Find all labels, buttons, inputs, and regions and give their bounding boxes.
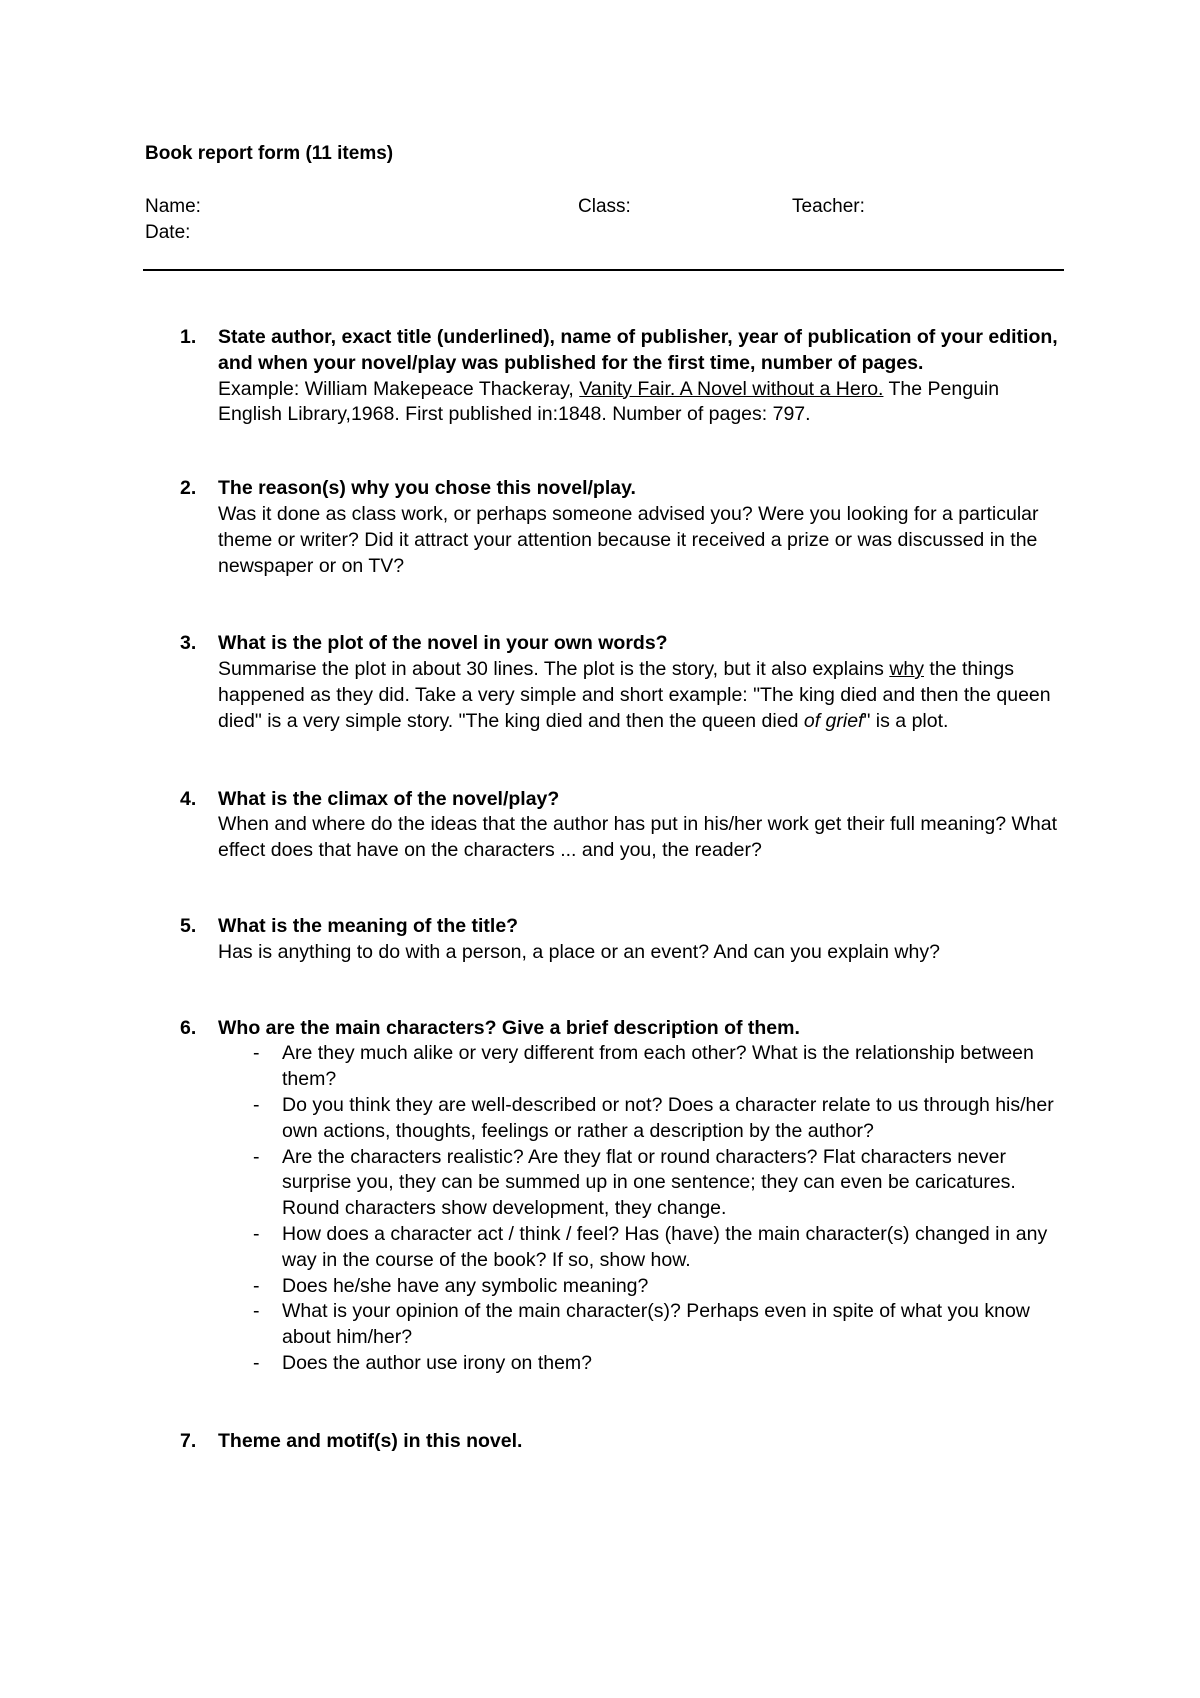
list-item-text: Does he/she have any symbolic meaning? <box>282 1274 649 1297</box>
question-item-7 <box>145 1429 1065 1455</box>
dash-bullet: - <box>253 1042 260 1065</box>
list-item-text: Does the author use irony on them? <box>282 1351 593 1374</box>
question-item-2 <box>145 476 1065 579</box>
date-label: Date: <box>145 222 191 243</box>
question-heading: The reason(s) why you chose this novel/play. <box>218 477 636 500</box>
list-item <box>218 1222 1065 1274</box>
list-item-text: What is your opinion of the main character(s)? Perhaps even in spite of what you know about him/her? <box>282 1300 1030 1349</box>
example-text: Example: William Makepeace Thackeray, <box>218 377 580 400</box>
dash-bullet: - <box>253 1145 260 1168</box>
dash-bullet: - <box>253 1274 260 1297</box>
question-heading: State author, exact title (underlined), name of publisher, year of publication of your edition, and when your novel/play was published for the first time, number of pages. <box>218 326 1058 374</box>
sub-question-list <box>218 1041 1065 1376</box>
question-item-4 <box>145 787 1065 864</box>
list-item-text: How does a character act / think / feel? Has (have) the main character(s) changed in any way in the course of the book? If so, show how. <box>282 1222 1048 1271</box>
description-text: the things happened as they did. Take a very simple and short example: "The king died and then the queen died" is a very simple story. "The king died and then the queen died <box>218 658 1051 732</box>
form-title: Book report form (11 items) <box>145 143 394 164</box>
question-item-5 <box>145 914 1065 966</box>
list-item-text: Do you think they are well-described or not? Does a character relate to us through his/her own actions, thoughts, feelings or rather a description by the author? <box>282 1093 1054 1142</box>
teacher-label: Teacher: <box>792 196 865 217</box>
item-number: 7. <box>180 1429 197 1452</box>
dash-bullet: - <box>253 1351 260 1374</box>
question-item-3 <box>145 631 1065 734</box>
question-example <box>218 377 1065 429</box>
list-item <box>218 1351 1065 1377</box>
dash-bullet: - <box>253 1300 260 1323</box>
list-item <box>218 1274 1065 1300</box>
item-number: 1. <box>180 326 197 348</box>
item-number: 4. <box>180 787 197 810</box>
name-label: Name: <box>145 196 201 217</box>
question-heading: What is the plot of the novel in your own words? <box>218 632 668 655</box>
example-text-end: The Penguin English Library,1968. First published in:1848. Number of pages: 797. <box>218 377 1000 426</box>
class-label: Class: <box>578 196 631 217</box>
example-book-title: Vanity Fair. A Novel without a Hero. <box>579 377 884 400</box>
list-item-text: Are they much alike or very different from each other? What is the relationship between them? <box>282 1042 1034 1091</box>
underlined-word: why <box>889 658 924 681</box>
question-item-1 <box>145 325 1065 428</box>
question-description: Was it done as class work, or perhaps someone advised you? Were you looking for a particular theme or writer? Did it attract your attention because it received a prize or was discussed in the newspaper or on TV? <box>218 502 1039 577</box>
header-divider <box>143 269 1064 271</box>
question-heading: What is the climax of the novel/play? <box>218 787 560 810</box>
question-item-6 <box>145 1016 1065 1377</box>
question-list <box>145 325 1065 1455</box>
description-text: Summarise the plot in about 30 lines. The plot is the story, but it also explains <box>218 658 890 681</box>
question-description: When and where do the ideas that the author has put in his/her work get their full meaning? What effect does that have on the characters ... and you, the reader? <box>218 813 1057 862</box>
list-item <box>218 1041 1065 1093</box>
item-number: 5. <box>180 914 197 937</box>
description-text: " is a plot. <box>863 709 949 732</box>
list-item <box>218 1145 1065 1222</box>
item-number: 3. <box>180 632 197 655</box>
question-heading: Who are the main characters? Give a brief description of them. <box>218 1016 800 1039</box>
question-description <box>218 657 1065 734</box>
question-heading: Theme and motif(s) in this novel. <box>218 1429 523 1452</box>
question-heading: What is the meaning of the title? <box>218 914 519 937</box>
dash-bullet: - <box>253 1093 260 1116</box>
list-item <box>218 1299 1065 1351</box>
dash-bullet: - <box>253 1222 260 1245</box>
item-number: 2. <box>180 477 197 500</box>
italic-phrase: of grief <box>803 709 864 732</box>
item-number: 6. <box>180 1016 197 1039</box>
list-item-text: Are the characters realistic? Are they flat or round characters? Flat characters never surprise you, they can be summed up in one sentence; they can even be caricatures. Round characters show development, they change. <box>282 1145 1016 1220</box>
list-item <box>218 1093 1065 1145</box>
question-description: Has is anything to do with a person, a place or an event? And can you explain why? <box>218 940 940 963</box>
